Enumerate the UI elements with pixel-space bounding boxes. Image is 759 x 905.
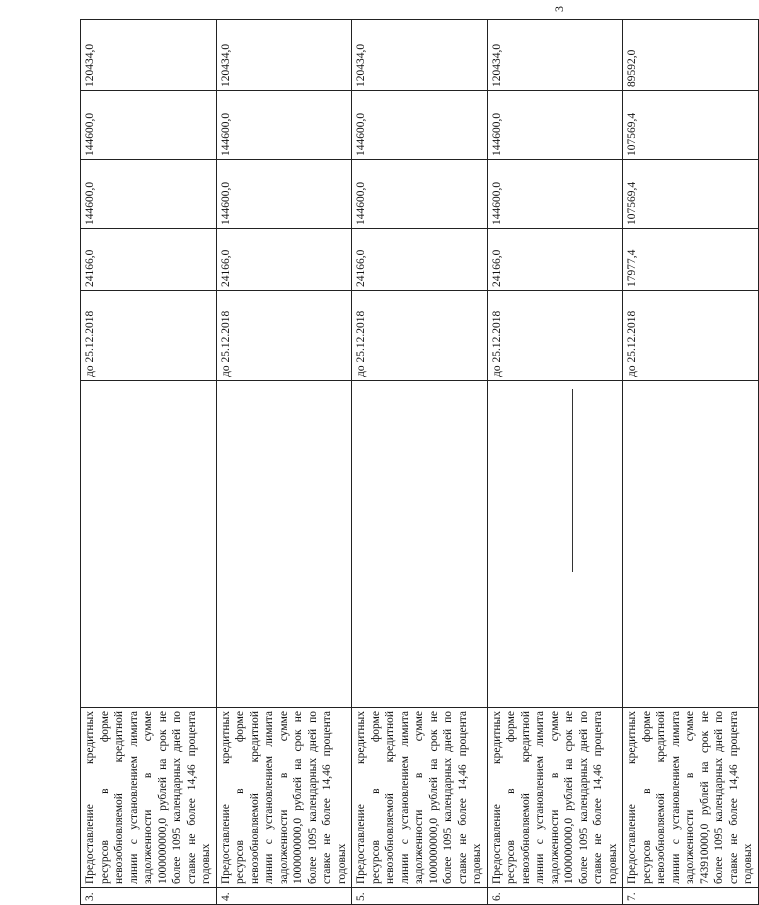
row-number: 5. bbox=[352, 888, 488, 905]
row-value-1: 24166,0 bbox=[81, 229, 217, 291]
row-value-4: 120434,0 bbox=[81, 20, 217, 91]
row-value-2: 144600,0 bbox=[487, 160, 623, 229]
page-number: 3 bbox=[552, 6, 566, 12]
row-value-4: 89592,0 bbox=[623, 20, 759, 91]
table-row bbox=[623, 20, 759, 905]
row-value-1: 17977,4 bbox=[623, 229, 759, 291]
row-description: Предоставление кредитных ресурсов в форме невозобновляемой кредитной линии с установлением лимита задолженности в сумме 1000000000,0 рублей на срок не более 1095 календарных дней по ставке не более 14,46 процента годовых bbox=[81, 708, 217, 888]
table-row bbox=[216, 20, 352, 905]
empty-cell bbox=[352, 381, 488, 708]
row-value-2: 144600,0 bbox=[216, 160, 352, 229]
row-description: Предоставление кредитных ресурсов в форме невозобновляемой кредитной линии с установлением лимита задолженности в сумме 1000000000,0 рублей на срок не более 1095 календарных дней по ставке не более 14,46 процента годовых bbox=[216, 708, 352, 888]
credit-table bbox=[80, 19, 759, 905]
row-number: 3. bbox=[81, 888, 217, 905]
row-date: до 25.12.2018 bbox=[81, 291, 217, 381]
signature-line bbox=[572, 389, 573, 572]
row-value-3: 144600,0 bbox=[81, 91, 217, 160]
row-description: Предоставление кредитных ресурсов в форме невозобновляемой кредитной линии с установлением лимита задолженности в сумме 1000000000,0 рублей на срок не более 1095 календарных дней по ставке не более 14,46 процента годовых bbox=[487, 708, 623, 888]
empty-cell bbox=[81, 381, 217, 708]
row-value-3: 144600,0 bbox=[487, 91, 623, 160]
empty-cell bbox=[623, 381, 759, 708]
table-row bbox=[487, 20, 623, 905]
row-date: до 25.12.2018 bbox=[352, 291, 488, 381]
empty-cell bbox=[487, 381, 623, 708]
table-body bbox=[81, 20, 759, 905]
row-date: до 25.12.2018 bbox=[216, 291, 352, 381]
row-value-4: 120434,0 bbox=[216, 20, 352, 91]
row-value-2: 144600,0 bbox=[352, 160, 488, 229]
table-row bbox=[352, 20, 488, 905]
row-number: 7. bbox=[623, 888, 759, 905]
row-description: Предоставление кредитных ресурсов в форме невозобновляемой кредитной линии с установлением лимита задолженности в сумме 743910000,0 рублей на срок не более 1095 календарных дней по ставке не более 14,46 процента годовых bbox=[623, 708, 759, 888]
row-value-1: 24166,0 bbox=[216, 229, 352, 291]
row-value-2: 107569,4 bbox=[623, 160, 759, 229]
row-date: до 25.12.2018 bbox=[487, 291, 623, 381]
row-value-4: 120434,0 bbox=[352, 20, 488, 91]
row-number: 6. bbox=[487, 888, 623, 905]
empty-cell bbox=[216, 381, 352, 708]
row-value-3: 144600,0 bbox=[216, 91, 352, 160]
table-row bbox=[81, 20, 217, 905]
row-value-2: 144600,0 bbox=[81, 160, 217, 229]
row-value-1: 24166,0 bbox=[352, 229, 488, 291]
row-value-1: 24166,0 bbox=[487, 229, 623, 291]
row-value-3: 144600,0 bbox=[352, 91, 488, 160]
row-number: 4. bbox=[216, 888, 352, 905]
row-value-4: 120434,0 bbox=[487, 20, 623, 91]
row-date: до 25.12.2018 bbox=[623, 291, 759, 381]
row-value-3: 107569,4 bbox=[623, 91, 759, 160]
row-description: Предоставление кредитных ресурсов в форме невозобновляемой кредитной линии с установлением лимита задолженности в сумме 1000000000,0 рублей на срок не более 1095 календарных дней по ставке не более 14,46 процента годовых bbox=[352, 708, 488, 888]
